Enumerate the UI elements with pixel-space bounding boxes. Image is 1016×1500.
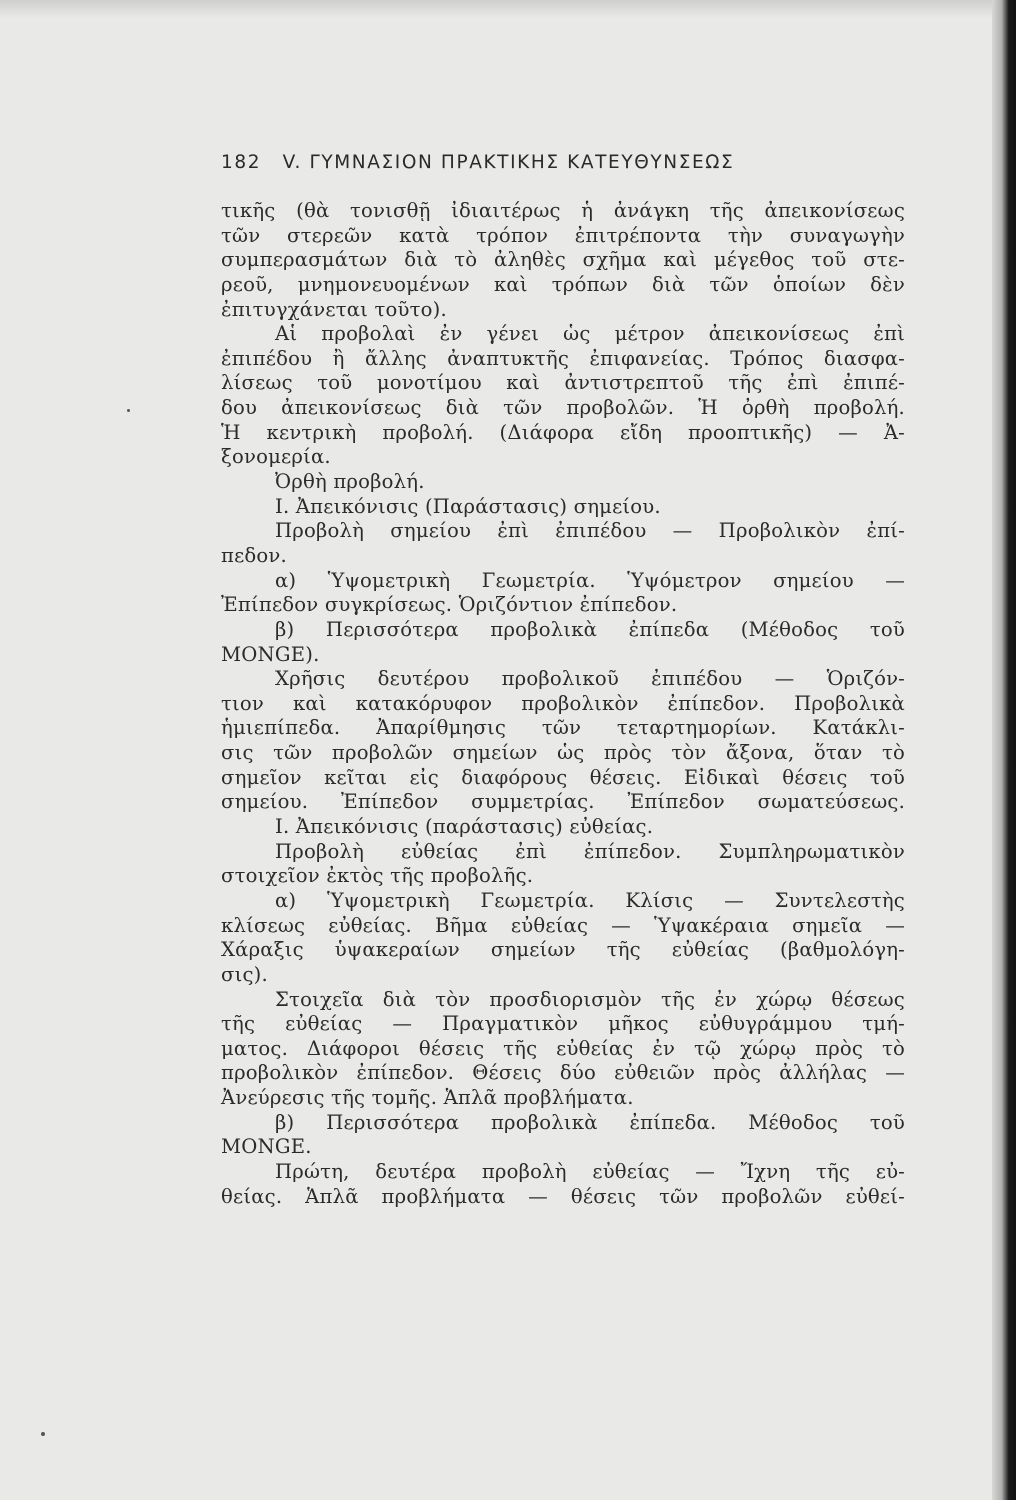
page-number: 182	[221, 152, 262, 173]
text-line: ξονομερία.	[221, 445, 331, 469]
text-line: Αἱ προβολαὶ ἐν γένει ὡς μέτρον ἀπεικονίσεως ἐπὶ	[275, 322, 905, 346]
paper-speck	[127, 409, 130, 412]
text-line: τῆς εὐθείας — Πραγματικὸν μῆκος εὐθυγράμμου τμή-	[221, 1012, 905, 1036]
text-line: λίσεως τοῦ μονοτίμου καὶ ἀντιστρεπτοῦ τῆς ἐπὶ ἐπιπέ-	[221, 371, 905, 395]
text-line: Ἐπίπεδον συγκρίσεως. Ὁριζόντιον ἐπίπεδον.	[221, 593, 678, 617]
text-line: συμπερασμάτων διὰ τὸ ἀληθὲς σχῆμα καὶ μέγεθος τοῦ στε-	[221, 248, 905, 272]
text-line: στοιχεῖον ἐκτὸς τῆς προβολῆς.	[221, 864, 534, 888]
text-line: δου ἀπεικονίσεως διὰ τῶν προβολῶν. Ἡ ὀρθὴ προβολή.	[221, 396, 905, 420]
text-line: α) Ὑψομετρικὴ Γεωμετρία. Ὑψόμετρον σημείου —	[275, 568, 905, 592]
text-line: τῶν στερεῶν κατὰ τρόπον ἐπιτρέποντα τὴν συναγωγὴν	[221, 223, 905, 247]
text-line: β) Περισσότερα προβολικὰ ἐπίπεδα (Μέθοδος τοῦ	[275, 617, 905, 641]
text-line: σις τῶν προβολῶν σημείων ὡς πρὸς τὸν ἄξονα, ὅταν τὸ	[221, 741, 905, 765]
text-line: σις).	[221, 962, 268, 986]
text-line: α) Ὑψομετρικὴ Γεωμετρία. Κλίσις — Συντελεστὴς	[275, 888, 905, 912]
text-line: Χρῆσις δευτέρου προβολικοῦ ἐπιπέδου — Ὁριζόν-	[275, 667, 905, 691]
text-line: πεδον.	[221, 543, 287, 567]
text-line: β) Περισσότερα προβολικὰ ἐπίπεδα. Μέθοδος τοῦ	[275, 1110, 905, 1134]
text-line: ματος. Διάφοροι θέσεις τῆς εὐθείας ἐν τῷ χώρῳ πρὸς τὸ	[221, 1036, 905, 1060]
text-line: σημεῖον κεῖται εἰς διαφόρους θέσεις. Εἰδικαὶ θέσεις τοῦ	[221, 765, 905, 789]
text-line: ρεοῦ, μνημονευομένων καὶ τρόπων διὰ τῶν ὁποίων δὲν	[221, 272, 905, 296]
text-line: σημείου. Ἐπίπεδον συμμετρίας. Ἐπίπεδον σωματεύσεως.	[221, 790, 905, 814]
text-line: Στοιχεῖα διὰ τὸν προσδιορισμὸν τῆς ἐν χώρῳ θέσεως	[275, 987, 905, 1011]
running-header	[221, 152, 841, 173]
text-line: Προβολὴ σημείου ἐπὶ ἐπιπέδου — Προβολικὸν ἐπί-	[275, 519, 905, 543]
text-line: ἡμιεπίπεδα. Ἀπαρίθμησις τῶν τεταρτημορίων. Κατάκλι-	[221, 716, 905, 740]
text-line: Ι. Ἀπεικόνισις (Παράστασις) σημείου.	[275, 494, 661, 518]
paper-speck	[41, 1432, 45, 1436]
page-top-shadow	[0, 0, 1016, 18]
text-line: MONGE.	[221, 1135, 312, 1159]
text-line: θείας. Ἁπλᾶ προβλήματα — θέσεις τῶν προβολῶν εὐθεί-	[221, 1184, 905, 1208]
text-line: ἐπιπέδου ἢ ἄλλης ἀναπτυκτῆς ἐπιφανείας. Τρόπος διασφα-	[221, 346, 905, 370]
page-edge-binding	[992, 0, 1016, 1500]
text-line: Πρώτη, δευτέρα προβολὴ εὐθείας — Ἴχνη τῆς εὐ-	[275, 1159, 905, 1183]
section-title: V. ΓΥΜΝΑΣΙΟΝ ΠΡΑΚΤΙΚΗΣ ΚΑΤΕΥΘΥΝΣΕΩΣ	[282, 152, 735, 173]
text-line: Ι. Ἀπεικόνισις (παράστασις) εὐθείας.	[275, 815, 654, 839]
text-line: Χάραξις ὑψακεραίων σημείων τῆς εὐθείας (βαθμολόγη-	[221, 938, 905, 962]
text-line: κλίσεως εὐθείας. Βῆμα εὐθείας — Ὑψακέραια σημεῖα —	[221, 913, 905, 937]
text-line: Ὀρθὴ προβολή.	[275, 470, 425, 494]
text-line: Ἡ κεντρικὴ προβολή. (Διάφορα εἴδη προοπτικῆς) — Ἀ-	[221, 420, 905, 444]
body-text	[221, 199, 905, 1209]
text-line: ἐπιτυγχάνεται τοῦτο).	[221, 297, 447, 321]
text-line: τικῆς (θὰ τονισθῇ ἰδιαιτέρως ἡ ἀνάγκη τῆς ἀπεικονίσεως	[221, 199, 905, 222]
text-line: Ἀνεύρεσις τῆς τομῆς. Ἁπλᾶ προβλήματα.	[221, 1086, 634, 1110]
text-line: MONGE).	[221, 642, 320, 666]
text-line: προβολικὸν ἐπίπεδον. Θέσεις δύο εὐθειῶν πρὸς ἀλλήλας —	[221, 1061, 905, 1085]
text-line: τιον καὶ κατακόρυφον προβολικὸν ἐπίπεδον. Προβολικὰ	[221, 691, 905, 715]
text-line: Προβολὴ εὐθείας ἐπὶ ἐπίπεδον. Συμπληρωματικὸν	[275, 839, 905, 863]
